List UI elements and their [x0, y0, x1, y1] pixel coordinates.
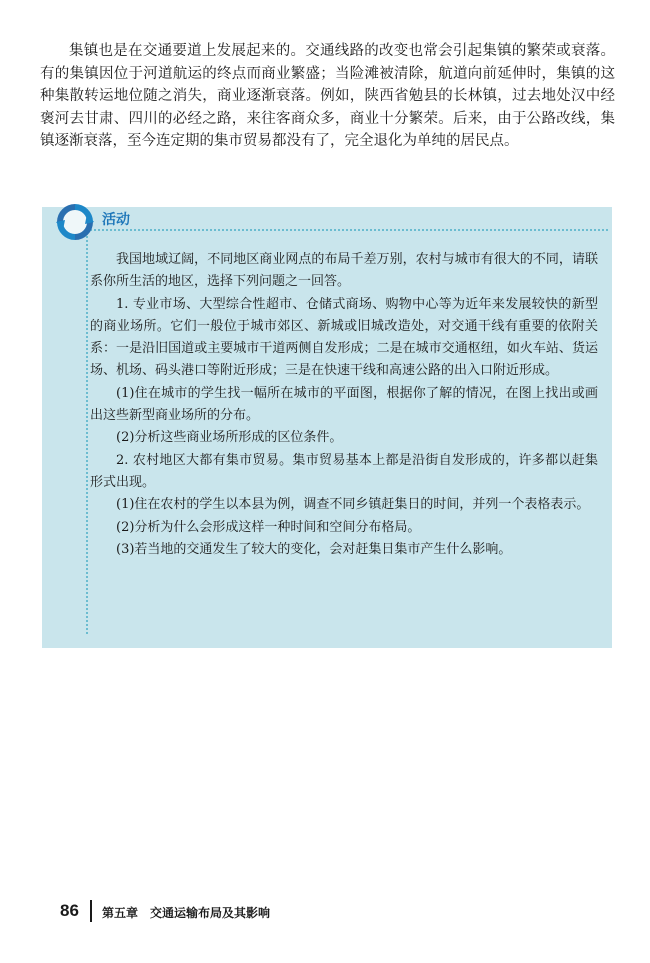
activity-paragraph: (2)分析这些商业场所形成的区位条件。	[116, 430, 343, 446]
intro-text	[40, 40, 615, 153]
activity-paragraph: (1)住在城市的学生找一幅所在城市的平面图，根据你了解的情况，在图上找出或画出这些新型商业场所的分布。	[90, 385, 598, 424]
activity-paragraph: 我国地域辽阔，不同地区商业网点的布局千差万别，农村与城市有很大的不同，请联系你所生活的地区，选择下列问题之一回答。	[90, 252, 598, 290]
activity-body	[90, 249, 598, 561]
page-footer	[48, 900, 608, 924]
activity-paragraph: (2)分析为什么会形成这样一种时间和空间分布格局。	[116, 519, 421, 535]
cycle-arrows-icon	[54, 201, 96, 243]
activity-paragraph: 2. 农村地区大都有集市贸易。集市贸易基本上都是沿街自发形成的，许多都以赶集形式出现。	[90, 452, 598, 490]
activity-box	[42, 207, 612, 648]
activity-left-border	[86, 229, 89, 634]
activity-title: 活动	[102, 212, 130, 228]
intro-paragraph: 集镇也是在交通要道上发展起来的。交通线路的改变也常会引起集镇的繁荣或衰落。有的集镇因位于河道航运的终点而商业繁盛；当险滩被清除，航道向前延伸时，集镇的这种集散转运地位随之消失，商业逐渐衰落。例如，陕西省勉县的长林镇，过去地处汉中经褒河去甘肃、四川的必经之路，来往客商众多，商业十分繁荣。后来，由于公路改线，集镇逐渐衰落，至今连定期的集市贸易都没有了，完全退化为单纯的居民点。	[40, 43, 615, 149]
footer-divider	[90, 900, 92, 922]
page-number: 86	[60, 901, 79, 920]
chapter-title: 第五章 交通运输布局及其影响	[102, 906, 271, 920]
activity-paragraph: (3)若当地的交通发生了较大的变化，会对赶集日集市产生什么影响。	[116, 541, 512, 557]
activity-divider	[86, 229, 608, 232]
activity-paragraph: 1. 专业市场、大型综合性超市、仓储式商场、购物中心等为近年来发展较快的新型的商业场所。它们一般位于城市郊区、新城或旧城改造处，对交通干线有重要的依附关系：一是沿旧国道或主要城市干道两侧自发形成；二是在城市交通枢纽，如火车站、货运场、机场、码头港口等附近形成；三是在快速干线和高速公路的出入口附近形成。	[90, 296, 598, 379]
activity-paragraph: (1)住在农村的学生以本县为例，调查不同乡镇赶集日的时间，并列一个表格表示。	[116, 497, 590, 513]
